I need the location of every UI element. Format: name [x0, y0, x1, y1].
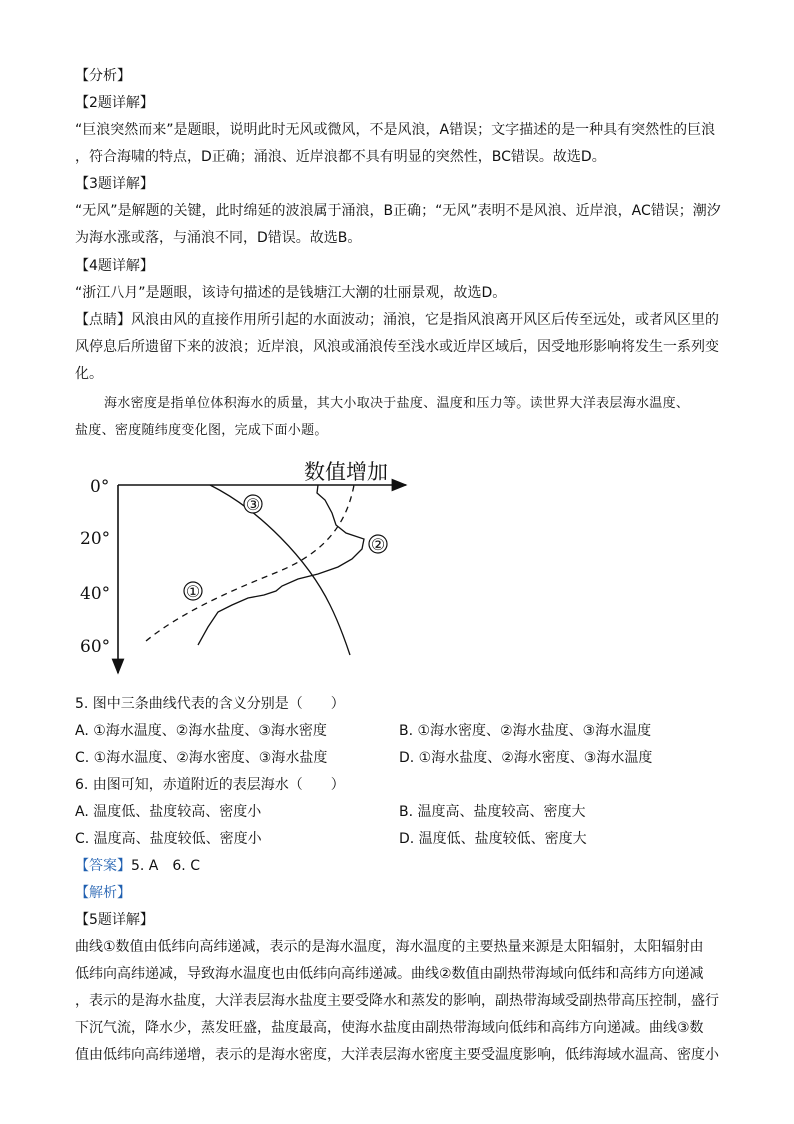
q3-text-line-1: “无风”是解题的关键，此时绵延的波浪属于涌浪，B正确；“无风”表明不是风浪、近岸浪，AC错误；潮汐 — [75, 203, 721, 219]
q6-option-a: A. 温度低、盐度较高、密度小 — [75, 804, 262, 820]
lat-label-0: 0° — [90, 477, 110, 497]
q2-text-line-1: “巨浪突然而来”是题眼，说明此时无风或微风，不是风浪，A错误；文字描述的是一种具有突然性的巨浪 — [75, 122, 716, 138]
latitude-figure — [70, 455, 420, 680]
q2-text-line-2: ，符合海啸的特点，D正确；涌浪、近岸浪都不具有明显的突然性，BC错误。故选D。 — [75, 149, 606, 165]
analysis-heading: 【分析】 — [75, 68, 131, 84]
q5-stem: 5. 图中三条曲线代表的含义分别是（ ） — [75, 696, 345, 712]
q5-detail-line-5: 值由低纬向高纬递增，表示的是海水密度，大洋表层海水密度主要受温度影响，低纬海域水温高、密度小 — [75, 1047, 719, 1063]
answer-value: 5. A 6. C — [131, 858, 200, 874]
q5-option-d: D. ①海水盐度、②海水密度、③海水温度 — [399, 750, 653, 766]
q6-option-c: C. 温度高、盐度较低、密度小 — [75, 831, 262, 847]
solution-label: 【解析】 — [75, 885, 131, 901]
tip-line-1: 【点睛】风浪由风的直接作用所引起的水面波动；涌浪，它是指风浪离开风区后传至远处，或者风区里的 — [75, 312, 719, 328]
curve-3-label: ③ — [245, 495, 261, 514]
curve-2 — [198, 485, 364, 645]
intro-line-1: 海水密度是指单位体积海水的质量，其大小取决于盐度、温度和压力等。读世界大洋表层海水温度、 — [104, 396, 690, 411]
q3-text-line-2: 为海水涨或落，与涌浪不同，D错误。故选B。 — [75, 230, 362, 246]
q5-option-b: B. ①海水密度、②海水盐度、③海水温度 — [399, 723, 652, 739]
q5-option-a: A. ①海水温度、②海水盐度、③海水密度 — [75, 723, 327, 739]
q3-heading: 【3题详解】 — [75, 176, 154, 192]
tip-line-2: 风停息后所遗留下来的波浪；近岸浪，风浪或涌浪传至浅水或近岸区域后，因受地形影响将发生一系列变 — [75, 339, 719, 355]
q4-heading: 【4题详解】 — [75, 258, 154, 274]
q6-stem: 6. 由图可知，赤道附近的表层海水（ ） — [75, 777, 345, 793]
lat-label-20: 20° — [80, 529, 111, 549]
answer-row — [75, 856, 725, 876]
axis-title: 数值增加 — [304, 460, 388, 484]
q4-text-line-1: “浙江八月”是题眼，该诗句描述的是钱塘江大潮的壮丽景观，故选D。 — [75, 285, 507, 301]
q5-detail-heading: 【5题详解】 — [75, 912, 154, 928]
intro-line-2: 盐度、密度随纬度变化图，完成下面小题。 — [75, 423, 328, 438]
curve-1-label: ① — [185, 582, 201, 601]
q5-detail-line-2: 低纬向高纬递减，导致海水温度也由低纬向高纬递减。曲线②数值由副热带海域向低纬和高纬方向递减 — [75, 966, 704, 982]
q5-detail-line-1: 曲线①数值由低纬向高纬递减，表示的是海水温度，海水温度的主要热量来源是太阳辐射，太阳辐射由 — [75, 939, 704, 955]
q6-option-d: D. 温度低、盐度较低、密度大 — [399, 831, 587, 847]
q6-option-b: B. 温度高、盐度较高、密度大 — [399, 804, 586, 820]
tip-line-3: 化。 — [75, 366, 103, 382]
q5-detail-line-3: ，表示的是海水盐度，大洋表层海水盐度主要受降水和蒸发的影响，副热带海域受副热带高压控制，盛行 — [75, 993, 719, 1009]
q5-detail-line-4: 下沉气流，降水少，蒸发旺盛，盐度最高，使海水盐度由副热带海域向低纬和高纬方向递减。曲线③数 — [75, 1020, 704, 1036]
answer-label: 【答案】 — [75, 858, 131, 874]
q5-option-c: C. ①海水温度、②海水密度、③海水盐度 — [75, 750, 328, 766]
lat-label-40: 40° — [80, 584, 111, 604]
lat-label-60: 60° — [80, 637, 111, 657]
q2-heading: 【2题详解】 — [75, 95, 154, 111]
curve-2-label: ② — [370, 535, 386, 554]
